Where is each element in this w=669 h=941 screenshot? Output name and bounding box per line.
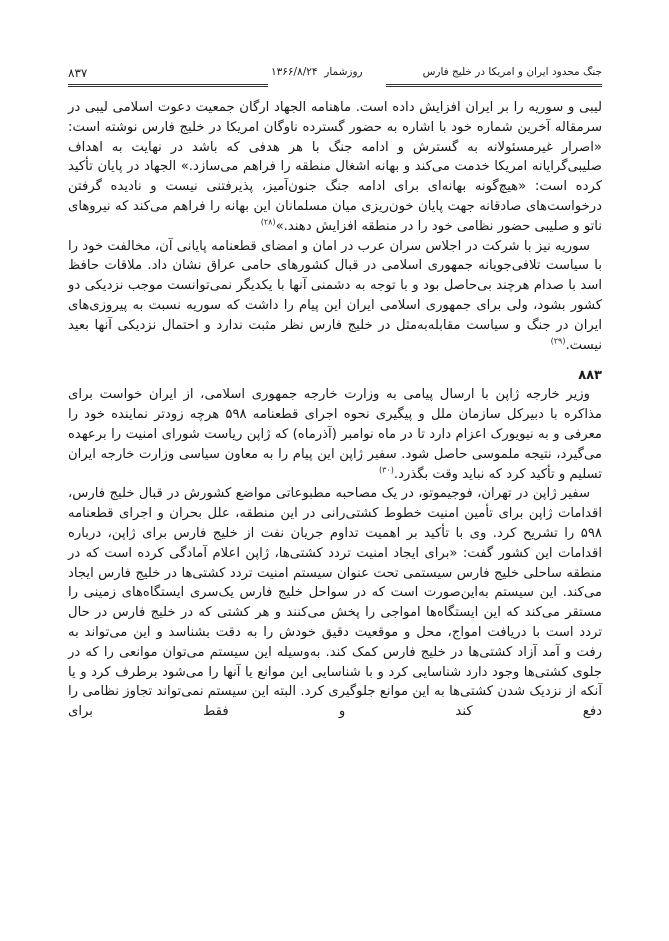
- paragraph-text: لیبی و سوریه را بر ایران افزایش داده است. ماهنامه الجهاد ارگان جمعیت دعوت اسلامی لیبی در سرمقاله آخرین شماره خود با اشاره به حضور گسترده ناوگان امریکا در خلیج فارس نوشته است: «اصرار غیرمسئولانه به گسترش و ادامه جنگ با هر هدفی که باشد در نهایت به اهداف صلیبی‌گرایانه امریکا خدمت می‌کند و بهانه اشغال منطقه را فراهم می‌سازد.» الجهاد در پایان تأکید کرده است: «هیچ‌گونه بهانه‌ای برای ادامه جنگ جنون‌آمیز، پذیرفتنی نیست و نادیده گرفتن درخواست‌های صادقانه جهت پایان خون‌ریزی میان مسلمانان این بهانه را فراهم می‌کند که نیروهای ناتو و صلیبی حضور نظامی خود را در منطقه افزایش دهند.»: [68, 100, 602, 234]
- page-number: ۸۳۷: [68, 66, 88, 80]
- footnote-ref: (۳۰): [379, 465, 394, 475]
- running-header: [68, 66, 602, 90]
- entry-number: ۸۸۳: [578, 368, 602, 384]
- book-title: جنگ محدود ایران و امریکا در خلیج فارس: [422, 66, 602, 78]
- header-rule-right: [386, 84, 602, 87]
- paragraph-text: وزیر خارجه ژاپن با ارسال پیامی به وزارت خارجه جمهوری اسلامی، از ایران خواست برای مذاکره با دبیرکل سازمان ملل و پیگیری نحوه اجرای قطعنامه ۵۹۸ هرچه زودتر نماینده خود را معرفی و به نیویورک اعزام دارد تا در ماه نوامبر (آذرماه) که ژاپن ریاست شورای امنیت را برعهده می‌گیرد، نتیجه ملموسی حاصل شود. سفیر ژاپن این پیام را به معاون سیاسی وزارت خارجه ایران تسلیم و تأکید کرد که نباید وقت بگذرد.: [68, 387, 602, 482]
- paragraph-text: سفیر ژاپن در تهران، فوجیموتو، در یک مصاحبه مطبوعاتی مواضع کشورش در قبال خلیج فارس، اقدامات ژاپن برای تأمین امنیت خطوط کشتی‌رانی در این منطقه، علل بحران و اجرای قطعنامه ۵۹۸ را تشریح کرد. وی با تأکید بر اهمیت تداوم جریان نفت از خلیج فارس برای ژاپن، درباره اقدامات این کشور گفت: «برای ایجاد امنیت تردد کشتی‌ها، ژاپن اعلام آمادگی کرده است که در منطقه ساحلی خلیج فارس سیستمی تحت عنوان سیستم امنیت تردد کشتی‌ها در خلیج فارس ایجاد می‌کند. این سیستم به‌این‌صورت است که در سواحل خلیج فارس یک‌سری ایستگاه‌های زمینی را مستقر می‌کند که این ایستگاه‌ها امواجی را پخش می‌کنند و هر کشتی که در خلیج فارس در حال تردد است با دریافت امواج، محل و موقعیت دقیق خودش را به دقت بشناسد و این می‌تواند به رفت و آمد آزاد کشتی‌ها در خلیج فارس کمک کند. به‌وسیله این سیستم می‌توان موانعی را که در جلوی کشتی‌ها وجود دارد شناسایی کرد و با شناسایی این موانع یا آنها را می‌شود برطرف کرد و یا آنکه از نزدیک شدن کشتی‌ها به این موانع جلوگیری کرد. البته این سیستم نمی‌تواند تجاوز نظامی را دفع کند و فقط برای: [68, 486, 602, 720]
- paragraph: [68, 484, 602, 722]
- diary-date: [271, 66, 363, 78]
- header-rule: [68, 80, 602, 88]
- footnote-ref: (۲۸): [260, 217, 276, 227]
- footnote-ref: (۲۹): [550, 336, 566, 346]
- paragraph: [68, 237, 602, 356]
- page-body: [68, 98, 602, 722]
- diary-date-value: ۱۳۶۶/۸/۲۴: [271, 66, 318, 78]
- diary-label: روزشمار: [324, 66, 363, 78]
- header-rule-left: [68, 84, 268, 87]
- paragraph-text: سوریه نیز با شرکت در اجلاس سران عرب در امان و امضای قطعنامه پایانی آن، مخالفت خود را با سیاست تلافی‌جویانه جمهوری اسلامی در قبال کشورهای حامی عراق نشان داد. ملاقات حافظ اسد با صدام هرچند بی‌حاصل بود و با توجه به دشمنی آنها با یکدیگر نمی‌توانست موجب نزدیکی دو کشور بشود، ولی برای جمهوری اسلامی ایران این پیام را داشت که سوریه نسبت به پیروزی‌های ایران در جنگ و سیاست مقابله‌به‌مثل در خلیج فارس نظر مثبت ندارد و احتمال نزدیکی آنها بعید نیست.: [68, 238, 602, 353]
- paragraph: [68, 385, 602, 484]
- paragraph: [68, 98, 602, 237]
